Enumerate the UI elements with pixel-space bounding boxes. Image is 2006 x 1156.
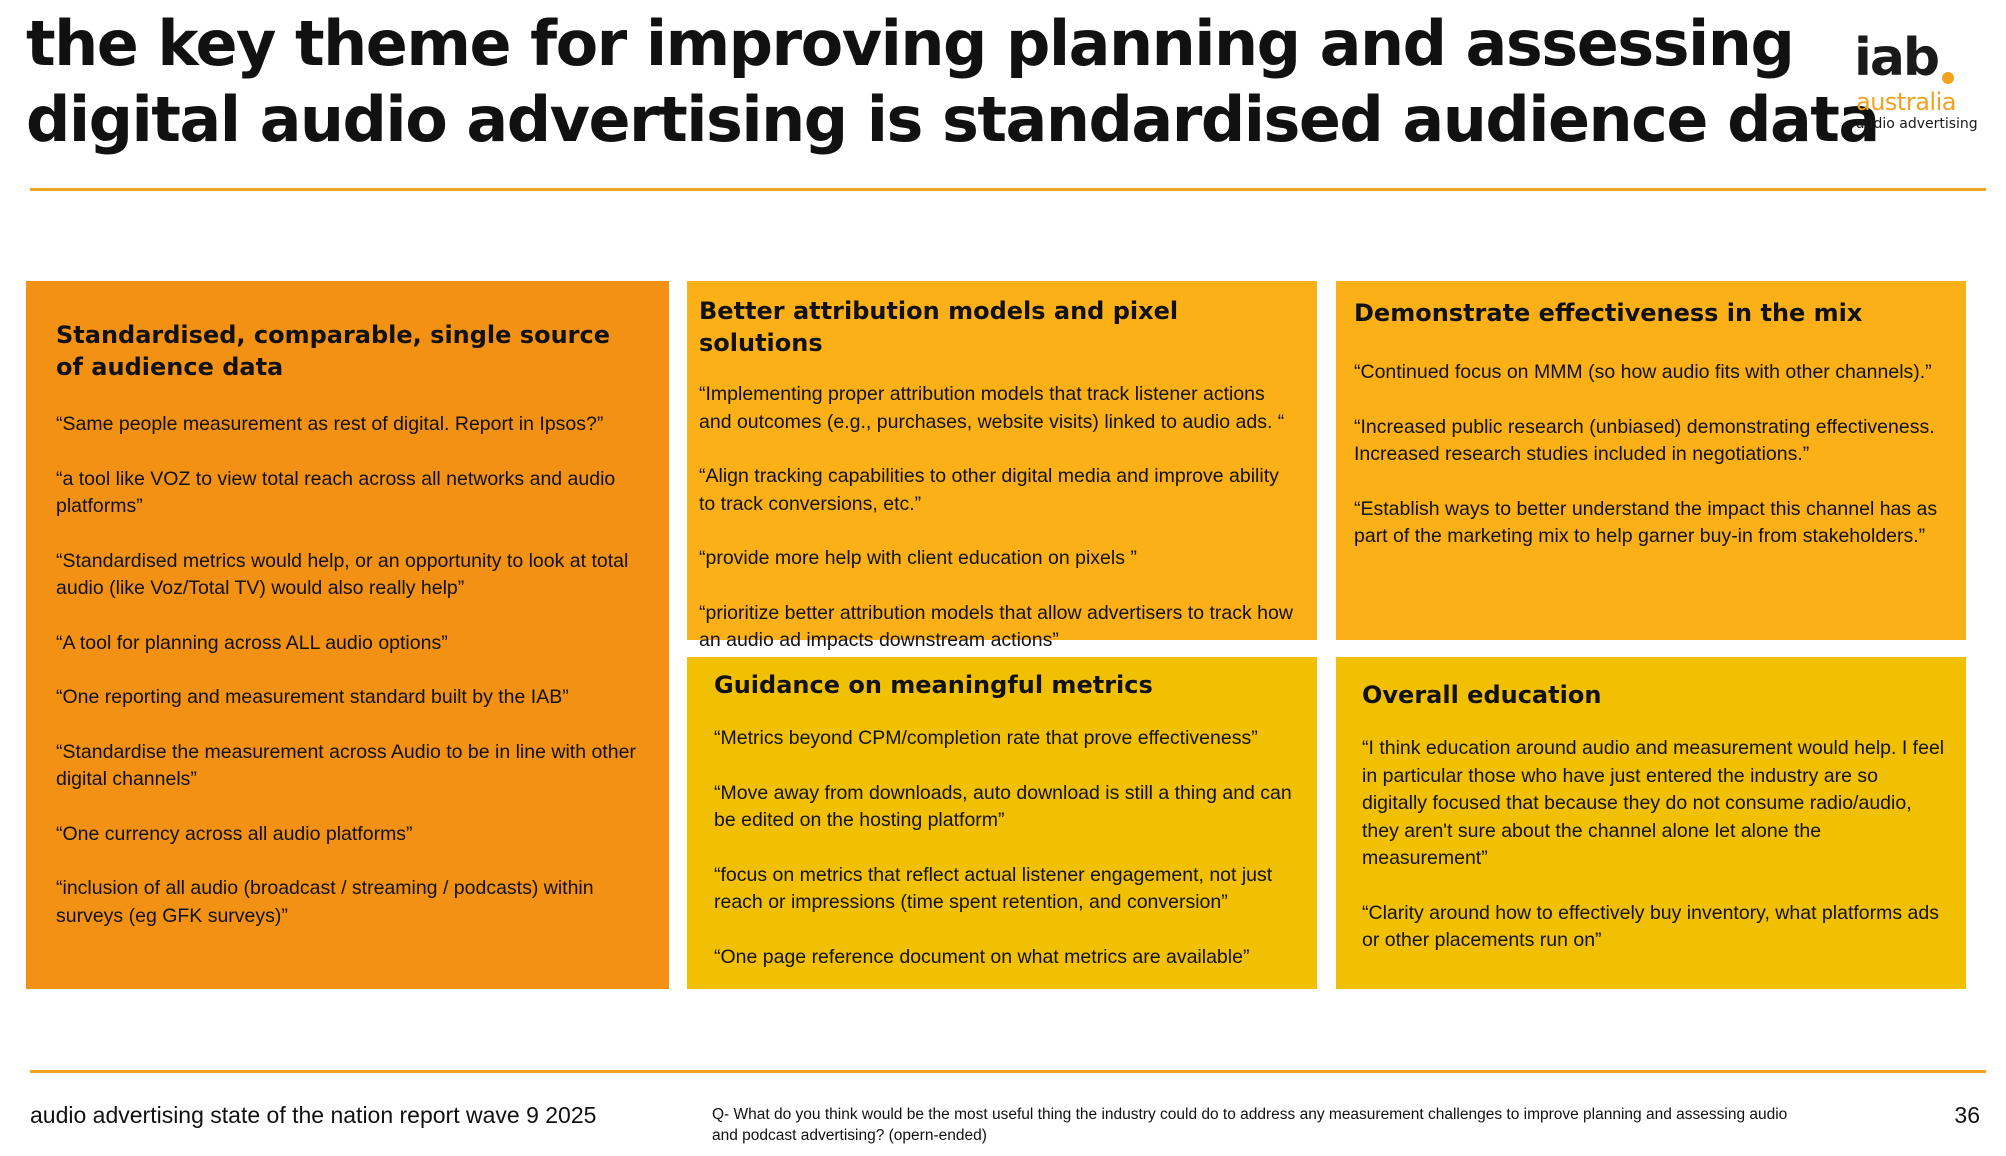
box-heading: Overall education — [1362, 681, 1602, 709]
box-heading: Demonstrate effectiveness in the mix — [1354, 299, 1863, 327]
box-heading: Better attribution models and pixel solutions — [699, 297, 1179, 357]
quote: “One reporting and measurement standard built by the IAB” — [56, 686, 569, 708]
quote: “Implementing proper attribution models that track listener actions and outcomes (e.g., purchases, website visits) linked to audio ads. “ — [699, 383, 1285, 433]
page-title — [26, 6, 1879, 158]
quote: “provide more help with client education on pixels ” — [699, 547, 1137, 569]
logo-region: australia — [1856, 88, 1956, 116]
quote: “Standardised metrics would help, or an opportunity to look at total audio (like Voz/Total TV) would also really help” — [56, 549, 629, 599]
header-divider — [30, 188, 1986, 191]
iab-australia-logo — [1852, 28, 1982, 136]
quote: “One currency across all audio platforms” — [56, 822, 413, 845]
quote: “Standardise the measurement across Audio to be in line with other digital channels” — [56, 740, 636, 790]
quote: “One page reference document on what metrics are available” — [714, 945, 1250, 968]
logo-tagline: audio advertising — [1856, 116, 1978, 132]
survey-question-footnote: Q- What do you think would be the most useful thing the industry could do to address any measurement challenges to improve planning and assessing audio and podcast advertising? (opern-ended) — [712, 1106, 1788, 1144]
theme-box-overall-education — [1336, 657, 1966, 989]
quote: “Clarity around how to effectively buy inventory, what platforms ads or other placements run on” — [1362, 901, 1939, 951]
quote: “Align tracking capabilities to other digital media and improve ability to track conversions, etc.” — [699, 465, 1279, 515]
theme-box-effectiveness-in-mix — [1336, 281, 1966, 640]
quote: “a tool like VOZ to view total reach across all networks and audio platforms” — [56, 467, 616, 517]
footer-divider — [30, 1070, 1986, 1073]
logo-dot — [1942, 72, 1954, 84]
quote: “Establish ways to better understand the impact this channel has as part of the marketing mix to help garner buy-in from stakeholders.” — [1354, 497, 1938, 547]
theme-box-standardised-audience-data — [26, 281, 669, 989]
quote: “Increased public research (unbiased) demonstrating effectiveness. Increased research studies included in negotiations.” — [1354, 415, 1935, 465]
box-heading: Guidance on meaningful metrics — [714, 671, 1153, 699]
box-heading: Standardised, comparable, single source of audience data — [56, 321, 610, 381]
quote: “Move away from downloads, auto download is still a thing and can be edited on the hosting platform” — [714, 781, 1292, 831]
quote: “A tool for planning across ALL audio options” — [56, 631, 448, 654]
logo-brand: iab — [1854, 28, 1939, 88]
theme-box-attribution-models — [687, 281, 1317, 651]
quote: “inclusion of all audio (broadcast / streaming / podcasts) within surveys (eg GFK surveys)” — [56, 877, 594, 927]
quote: “focus on metrics that reflect actual listener engagement, not just reach or impressions (time spent retention, and conversion” — [714, 863, 1273, 913]
quote: “Metrics beyond CPM/completion rate that prove effectiveness” — [714, 727, 1258, 749]
theme-box-meaningful-metrics — [687, 657, 1317, 989]
page-number: 36 — [1954, 1102, 1980, 1128]
quote: “I think education around audio and measurement would help. I feel in particular those who have just entered the industry are so digitally focused that because they do not consume radio/audio, they aren't sure about the channel alone let alone the measurement” — [1362, 737, 1945, 869]
report-name: audio advertising state of the nation report wave 9 2025 — [30, 1102, 597, 1128]
quote: “Continued focus on MMM (so how audio fits with other channels).” — [1354, 361, 1932, 383]
page-title-line-2: digital audio advertising is standardised audience data — [26, 83, 1879, 156]
quote: “Same people measurement as rest of digital. Report in Ipsos?” — [56, 413, 604, 435]
quote: “prioritize better attribution models that allow advertisers to track how an audio ad impacts downstream actions” — [699, 601, 1293, 651]
page-title-line-1: the key theme for improving planning and assessing — [26, 7, 1794, 80]
